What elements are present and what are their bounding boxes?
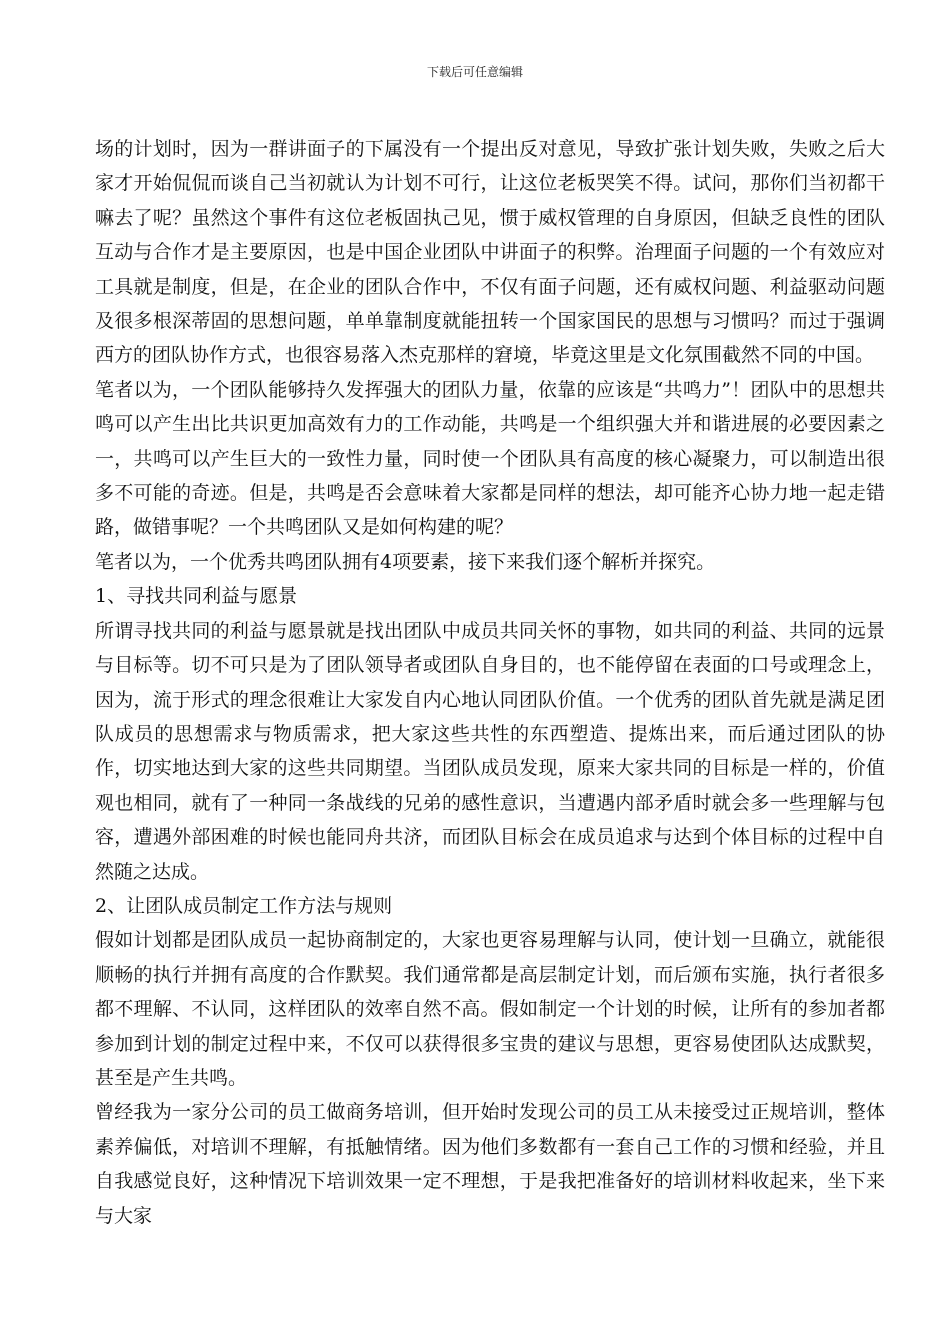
section-heading-2: 2、让团队成员制定工作方法与规则: [95, 894, 393, 917]
paragraph-team-planning: 假如计划都是团队成员一起协商制定的，大家也更容易理解与认同，使计划一旦确立，就能很顺畅的执行并拥有高度的合作默契。我们通常都是高层制定计划，而后颁布实施，执行者很多都不理解、不认同，这样团队的效率自然不高。假如制定一个计划的时候，让所有的参加者都参加到计划的制定过程中来，不仅可以获得很多宝贵的建议与思想，更容易使团队达成默契，甚至是产生共鸣。: [95, 929, 885, 1089]
section-heading-1: 1、寻找共同利益与愿景: [95, 585, 298, 608]
document-body: [95, 132, 885, 1233]
paragraph-resonance: 笔者以为，一个团队能够持久发挥强大的团队力量，依靠的应该是“共鸣力”！团队中的思想共鸣可以产生出比共识更加高效有力的工作动能，共鸣是一个组织强大并和谐进展的必要因素之一，共鸣可以产生巨大的一致性力量，同时使一个团队具有高度的核心凝聚力，可以制造出很多不可能的奇迹。但是，共鸣是否会意味着大家都是同样的想法，却可能齐心协力地一起走错路，做错事呢？一个共鸣团队又是如何构建的呢？: [95, 378, 885, 539]
paragraph-training-example: 曾经我为一家分公司的员工做商务培训，但开始时发现公司的员工从未接受过正规培训，整体素养偏低，对培训不理解，有抵触情绪。因为他们多数都有一套自己工作的习惯和经验，并且自我感觉良好，这种情况下培训效果一定不理想，于是我把准备好的培训材料收起来，坐下来与大家: [95, 1101, 885, 1227]
paragraph-common-interests: 所谓寻找共同的利益与愿景就是找出团队中成员共同关怀的事物，如共同的利益、共同的远景与目标等。切不可只是为了团队领导者或团队自身目的，也不能停留在表面的口号或理念上，因为，流于形式的理念很难让大家发自内心地认同团队价值。一个优秀的团队首先就是满足团队成员的思想需求与物质需求，把大家这些共性的东西塑造、提炼出来，而后通过团队的协作，切实地达到大家的这些共同期望。当团队成员发现，原来大家共同的目标是一样的，价值观也相同，就有了一种同一条战线的兄弟的感性意识，当遭遇内部矛盾时就会多一些理解与包容，遭遇外部困难的时候也能同舟共济，而团队目标会在成员追求与达到个体目标的过程中自然随之达成。: [95, 619, 885, 883]
paragraph-four-elements: 笔者以为，一个优秀共鸣团队拥有4项要素，接下来我们逐个解析并探究。: [95, 550, 716, 573]
page-header: 下载后可任意编辑: [426, 65, 523, 79]
paragraph-continuation: 场的计划时，因为一群讲面子的下属没有一个提出反对意见，导致扩张计划失败，失败之后大家才开始侃侃而谈自己当初就认为计划不可行，让这位老板哭笑不得。试问，那你们当初都干嘛去了呢？虽然这个事件有这位老板固执己见，惯于威权管理的自身原因，但缺乏良性的团队互动与合作才是主要原因，也是中国企业团队中讲面子的积弊。治理面子问题的一个有效应对工具就是制度，但是，在企业的团队合作中，不仅有面子问题，还有威权问题、利益驱动问题及很多根深蒂固的思想问题，单单靠制度就能扭转一个国家国民的思想与习惯吗？而过于强调西方的团队协作方式，也很容易落入杰克那样的窘境，毕竟这里是文化氛围截然不同的中国。: [95, 138, 885, 367]
